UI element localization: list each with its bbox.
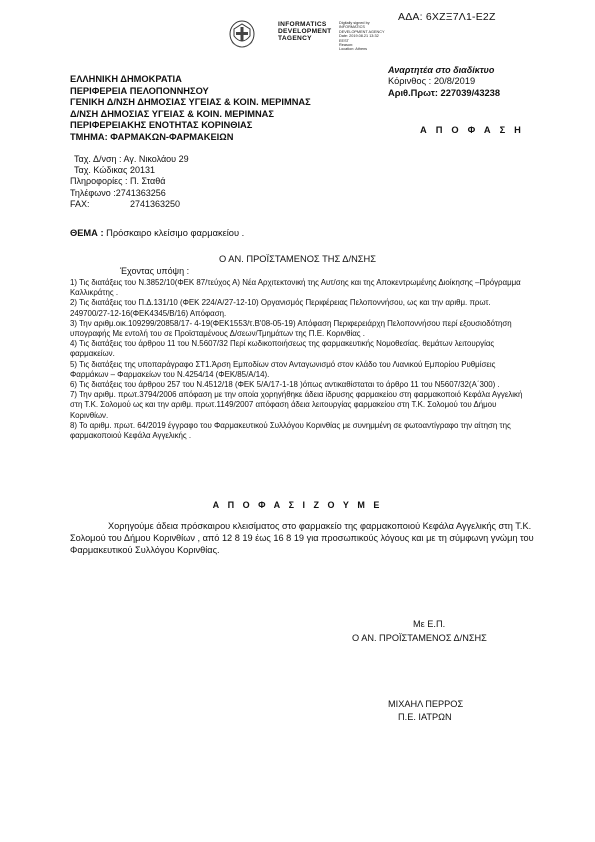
signatory-title: Π.Ε. ΙΑΤΡΩΝ (398, 712, 452, 722)
sender-line: ΠΕΡΙΦΕΡΕΙΑΚΗΣ ΕΝΟΤΗΤΑΣ ΚΟΡΙΝΘΙΑΣ (70, 120, 253, 130)
authority-heading: Ο ΑΝ. ΠΡΟΪΣΤΑΜΕΝΟΣ ΤΗΣ Δ/ΝΣΗΣ (218, 254, 377, 264)
signature-stamp-line: Location: Athens (339, 47, 368, 52)
consideration-item: 5) Τις διατάξεις της υποπαράγραφο ΣΤ1.Άρση Εμποδίων στον Ανταγωνισμό στον κλάδο του Λιανικού Εμπορίου Ρυθμίσεις Φαρμάκων – Φαρμακείων του Ν.4254/14 (ΦΕΚ/85/Α/14). (70, 359, 496, 379)
subject-label: ΘΕΜΑ : (70, 228, 104, 238)
digital-signature-stamp (339, 21, 385, 52)
address-line: Πληροφορίες : Π. Σταθά (70, 176, 166, 187)
consideration-item: 2) Τις διατάξεις του Π.Δ.131/10 (ΦΕΚ 224/Α/27-12-10) Οργανισμός Περιφέρειας Πελοποννήσου, ως και την αριθμ. πρωτ. 249700/27-12-16(ΦΕΚ4345/Β/16) Απόφαση. (70, 298, 491, 318)
greek-emblem-icon (229, 20, 255, 48)
sender-block (70, 74, 311, 143)
signatory-name: ΜΙΧΑΗΛ ΠΕΡΡΟΣ (388, 699, 464, 709)
place-date: Κόρινθος : 20/8/2019 (388, 76, 476, 86)
ida-logo-line: TAGENCY (278, 35, 312, 43)
signature-order: Με Ε.Π. (413, 619, 446, 629)
consideration-item: 6) Τις διατάξεις του άρθρου 257 του Ν.4512/18 (ΦΕΚ 5/Α/17-1-18 )όπως αντικαθίσταται το άρθρο 11 του Ν5607/32(Α΄300) . (70, 380, 500, 390)
document-meta (388, 76, 500, 99)
sender-line: ΓΕΝΙΚΗ Δ/ΝΣΗ ΔΗΜΟΣΙΑΣ ΥΓΕΙΑΣ & ΚΟΙΝ. ΜΕΡΙΜΝΑΣ (70, 97, 311, 107)
consideration-item: 1) Τις διατάξεις του Ν.3852/10(ΦΕΚ 87/τεύχος Α) Νέα Αρχιτεκτονική της Αυτ/σης και της Αποκεντρωμένης Διοίκησης –Πρόγραμμα Καλλικράτης . (70, 278, 521, 298)
address-label: Ταχ. Κώδικας : (74, 165, 133, 176)
decision-text: Χορηγούμε άδεια πρόσκαιρου κλεισίματος στο φαρμακείο της φαρμακοποιού Κεφάλα Αγγελικής στη Τ.Κ. Σολομού του Δήμου Κορινθίων , από 12 8 19 έως 16 8 19 για προσωπικούς λόγους και με τη σύμφωνη γνώμη του Φαρμακευτικού Συλλόγου Κορινθίας. (70, 521, 534, 555)
signature-stamp-line: INFORMATICS (339, 25, 365, 30)
having-regard-label: Έχοντας υπόψη : (120, 266, 190, 276)
signature-stamp-line: Digitally signed by (339, 21, 370, 25)
signature-stamp-line: DEVELOPMENT AGENCY (339, 29, 385, 34)
subject-line (70, 228, 244, 238)
consideration-item: 3) Την αριθμ.οικ.109299/20858/17- 4-19(ΦΕΚ1553/τ.Β'08-05-19) Απόφαση Περιφερειάρχη Πελοποννήσου περί εξουσιοδότηση υπογραφής Με εντολή του σε Προϊσταμένους Δ/σεων/Τμημάτων της Π.Ε. Κορινθίας . (70, 318, 512, 339)
considerations-list (70, 278, 525, 441)
decision-heading: Α Π Ο Φ Α Σ Ι Ζ Ο Υ Μ Ε (212, 500, 383, 510)
protocol-number: Αριθ.Πρωτ: 227039/43238 (388, 87, 501, 98)
subject-text: Πρόσκαιρο κλείσιμο φαρμακείου . (106, 228, 245, 238)
sender-line: ΤΜΗΜΑ: ΦΑΡΜΑΚΩΝ-ΦΑΡΜΑΚΕΙΩΝ (70, 131, 234, 142)
signature-stamp-line: Date: 2019.08.21 13:32 (339, 34, 379, 39)
consideration-item: 7) Την αριθμ. πρωτ.3794/2006 απόφαση με την οποία χορηγήθηκε άδεια ίδρυσης φαρμακείου στη φαρμακοποιό Κεφάλα Αγγελική στη Τ.Κ. Σολομού ως και την αριθμ. πρωτ.1149/2007 απόφαση άδεια λειτουργίας φαρμακείου στη Τ.Κ. Σολομού του Δήμου Κορινθίων. (70, 390, 523, 420)
signature-stamp-line: EEST (339, 38, 349, 43)
address-value: 20131 (130, 165, 156, 176)
ida-logo-line: DEVELOPMENT (278, 28, 332, 36)
address-line: Ταχ. Δ/νση : Αγ. Νικολάου 29 (74, 154, 189, 164)
document-type: Α Π Ο Φ Α Σ Η (420, 125, 525, 135)
signature-role: Ο ΑΝ. ΠΡΟΪΣΤΑΜΕΝΟΣ Δ/ΝΣΗΣ (352, 633, 487, 643)
sender-line: ΠΕΡΙΦΕΡΕΙΑ ΠΕΛΟΠΟΝΝΗΣΟΥ (70, 85, 209, 96)
consideration-item: 8) Το αριθμ. πρωτ. 64/2019 έγγραφο του Φαρμακευτικού Συλλόγου Κορινθίας με συνημμένη σε φωτοαντίγραφο την αίτηση της φαρμακοποιού Κεφάλα Αγγελικής . (70, 420, 511, 441)
ida-logo-line: INFORMATICS (278, 21, 327, 28)
address-line: Τηλέφωνο :2741363256 (70, 187, 166, 198)
address-value: 2741363250 (130, 198, 181, 209)
address-label: FAX: (70, 198, 90, 209)
signature-stamp-line: Reason: (339, 43, 354, 48)
consideration-item: 4) Τις διατάξεις του άρθρου 11 του Ν.5607/32 Περί κωδικοποιήσεως της φαρμακευτικής Νομοθεσίας. θεμάτων λειτουργίας φαρμακείων. (70, 339, 495, 359)
ida-logo (278, 21, 332, 43)
sender-line: ΕΛΛΗΝΙΚΗ ΔΗΜΟΚΡΑΤΙΑ (70, 74, 182, 84)
posted-online-label: Αναρτητέα στο διαδίκτυο (388, 65, 495, 75)
sender-line: Δ/ΝΣΗ ΔΗΜΟΣΙΑΣ ΥΓΕΙΑΣ & ΚΟΙΝ. ΜΕΡΙΜΝΑΣ (70, 108, 274, 119)
ada-code: ΑΔΑ: 6ΧΖΞ7Λ1-Ε2Ζ (398, 11, 496, 23)
